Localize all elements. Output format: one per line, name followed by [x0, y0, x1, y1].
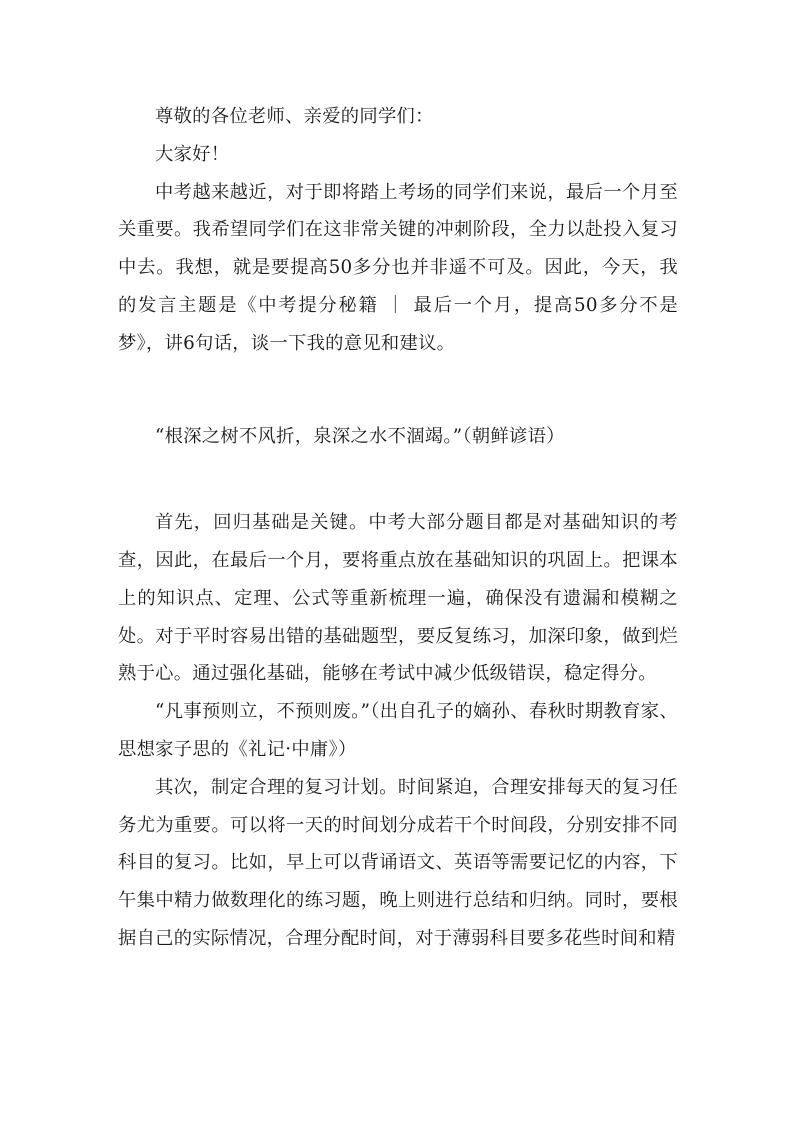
- intro-paragraph: 中考越来越近，对于即将踏上考场的同学们来说，最后一个月至关重要。我希望同学们在这非常关键的冲刺阶段，全力以赴投入复习中去。我想，就是要提高50多分也并非遥不可及。因此，今天，我的发言主题是《中考提分秘籍 ｜ 最后一个月，提高50多分不是梦》，讲6句话，谈一下我的意见和建议。: [118, 181, 678, 354]
- quote-korean-proverb: “根深之树不风折，泉深之水不涸竭。”（朝鲜谚语）: [155, 426, 565, 448]
- point-2-paragraph: 其次，制定合理的复习计划。时间紧迫，合理安排每天的复习任务尤为重要。可以将一天的时间划分成若干个时间段，分别安排不同科目的复习。比如，早上可以背诵语文、英语等需要记忆的内容，下午集中精力做数理化的练习题，晚上则进行总结和归纳。同时，要根据自己的实际情况，合理分配时间，对于薄弱科目要多花些时间和精: [118, 776, 678, 949]
- document-body: [118, 98, 678, 958]
- quote-zhongyong: “凡事预则立，不预则废。”（出自孔子的嫡孙、春秋时期教育家、思想家子思的《礼记·中庸》）: [118, 701, 678, 760]
- point-1-paragraph: 首先，回归基础是关键。中考大部分题目都是对基础知识的考查，因此，在最后一个月，要将重点放在基础知识的巩固上。把课本上的知识点、定理、公式等重新梳理一遍，确保没有遗漏和模糊之处。对于平时容易出错的基础题型，要反复练习，加深印象，做到烂熟于心。通过强化基础，能够在考试中减少低级错误，稳定得分。: [118, 512, 678, 685]
- greeting-line: 尊敬的各位老师、亲爱的同学们：: [155, 106, 434, 127]
- salutation-line: 大家好！: [155, 143, 230, 165]
